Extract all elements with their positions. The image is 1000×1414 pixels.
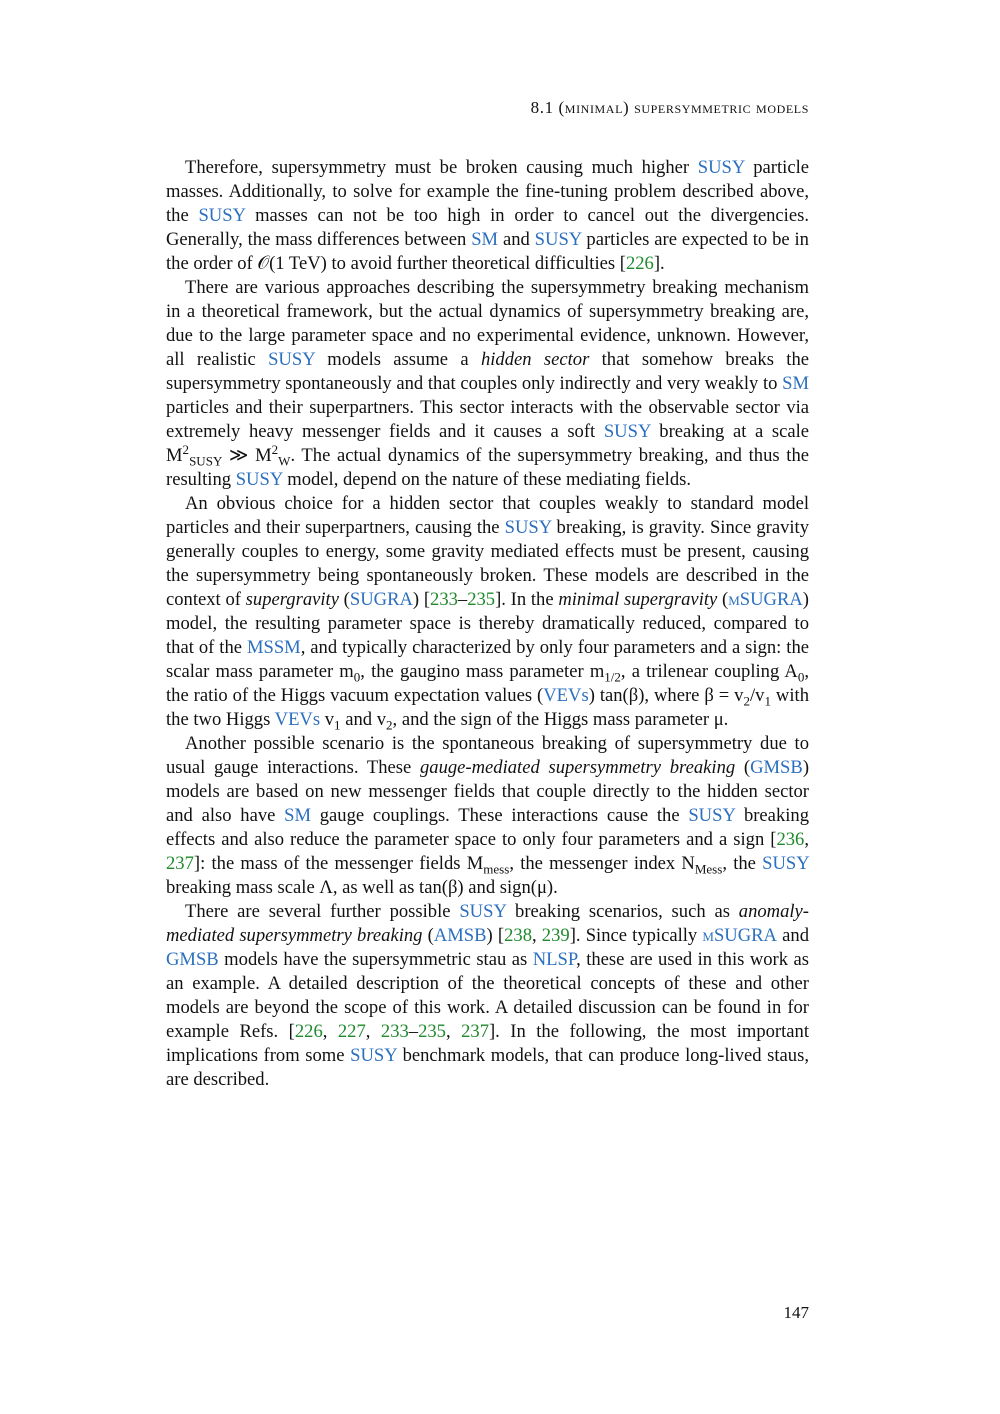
paragraph-3: An obvious choice for a hidden sector that couples weakly to standard model particles and their superpartners, causing the SUSY breaking, is gravity. Since gravity generally couples to energy, some gravity mediated effects must be present, causing the supersymmetry being spontaneously broken. These models are described in the context of supergravity (SUGRA) [233–235]. In the minimal supergravity (mSUGRA) model, the resulting parameter space is thereby dramatically reduced, compared to that of the MSSM, and typically characterized by only four parameters and a sign: the scalar mass parameter $m_0$, the gaugino mass parameter $m_{1/2}$, a trilenear coupling $A_0$, the ratio of the Higgs vacuum expectation values (VEVs) tan(β), where $\beta = v_2/v_1$ with the two Higgs VEVs $v_1$ and $v_2$, and the sign of the Higgs mass parameter μ.: [166, 493, 809, 733]
abbr-link[interactable]: SM: [782, 373, 809, 394]
abbr-link[interactable]: AMSB: [433, 925, 487, 946]
citation-link[interactable]: 226: [625, 253, 654, 274]
citation-link[interactable]: 233: [430, 589, 458, 610]
abbr-link[interactable]: mSUGRA: [728, 589, 803, 610]
section-title: (minimal) supersymmetric models: [558, 98, 809, 117]
citation-link[interactable]: 237: [461, 1021, 489, 1042]
abbr-link[interactable]: SUSY: [603, 421, 651, 442]
abbr-link[interactable]: GMSB: [750, 757, 803, 778]
abbr-link[interactable]: MSSM: [246, 637, 301, 658]
abbr-link[interactable]: SUSY: [504, 517, 552, 538]
abbr-link[interactable]: SUSY: [350, 1045, 397, 1066]
citation-link[interactable]: 238: [504, 925, 532, 946]
paragraph-1: Therefore, supersymmetry must be broken causing much higher SUSY particle masses. Additionally, to solve for example the fine-tuning problem described above, the SUSY masses can not be too high in order to cancel out the divergencies. Generally, the mass differences between SM and SUSY particles are expected to be in the order of 𝒪(1 TeV) to avoid further theoretical difficulties [226].: [166, 157, 809, 274]
citation-link[interactable]: 226: [294, 1021, 323, 1042]
abbr-link[interactable]: NLSP: [532, 949, 577, 970]
body-text: [166, 156, 809, 1092]
abbr-link[interactable]: VEVs: [274, 709, 321, 730]
abbr-link[interactable]: SM: [471, 229, 499, 250]
paragraph-5: There are several further possible SUSY breaking scenarios, such as anomaly-mediated supersymmetry breaking (AMSB) [238, 239]. Since typically mSUGRA and GMSB models have the supersymmetric stau as NLSP, these are used in this work as an example. A detailed description of the theoretical concepts of these and other models are beyond the scope of this work. A detailed discussion can be found in for example Refs. [226, 227, 233–235, 237]. In the following, the most important implications from some SUSY benchmark models, that can produce long-lived staus, are described.: [166, 901, 810, 1090]
abbr-link[interactable]: GMSB: [166, 949, 219, 970]
abbr-link[interactable]: SM: [284, 805, 311, 826]
abbr-link[interactable]: SUSY: [235, 469, 283, 490]
citation-link[interactable]: 235: [418, 1021, 446, 1042]
abbr-link[interactable]: SUSY: [268, 349, 315, 370]
paragraph-4: Another possible scenario is the spontaneous breaking of supersymmetry due to usual gauge interactions. These gauge-mediated supersymmetry breaking (GMSB) models are based on new messenger fields that couple directly to the hidden sector and also have SM gauge couplings. These interactions cause the SUSY breaking effects and also reduce the parameter space to only four parameters and a sign [236, 237]: the mass of the messenger fields $M_{mess}$, the messenger index $N_{Mess}$, the SUSY breaking mass scale Λ, as well as tan(β) and sign(μ).: [166, 733, 810, 898]
citation-link[interactable]: 235: [467, 589, 496, 610]
section-number: 8.1: [530, 98, 554, 117]
citation-link[interactable]: 233: [380, 1021, 409, 1042]
citation-link[interactable]: 239: [541, 925, 570, 946]
abbr-link[interactable]: SUSY: [459, 901, 507, 922]
abbr-link[interactable]: SUSY: [697, 157, 745, 178]
abbr-link[interactable]: SUGRA: [349, 589, 413, 610]
citation-link[interactable]: 227: [337, 1021, 366, 1042]
paragraph-2: There are various approaches describing the supersymmetry breaking mechanism in a theoretical framework, but the actual dynamics of supersymmetry breaking are, due to the large parameter space and no experimental evidence, unknown. However, all realistic SUSY models assume a hidden sector that somehow breaks the supersymmetry spontaneously and that couples only indirectly and very weakly to SM particles and their superpartners. This sector interacts with the observable sector via extremely heavy messenger fields and it causes a soft SUSY breaking at a scale $M^2_{SUSY}$ ≫ $M^2_W$. The actual dynamics of the supersymmetry breaking, and thus the resulting SUSY model, depend on the nature of these mediating fields.: [166, 277, 809, 490]
citation-link[interactable]: 236: [776, 829, 805, 850]
abbr-link[interactable]: SUSY: [198, 205, 246, 226]
page-number: 147: [783, 1303, 809, 1322]
running-header: [166, 98, 809, 118]
abbr-link[interactable]: SUSY: [688, 805, 736, 826]
abbr-link[interactable]: VEVs: [543, 685, 589, 706]
abbr-link[interactable]: mSUGRA: [702, 925, 777, 946]
abbr-link[interactable]: SUSY: [762, 853, 809, 874]
abbr-link[interactable]: SUSY: [534, 229, 582, 250]
citation-link[interactable]: 237: [166, 853, 194, 874]
